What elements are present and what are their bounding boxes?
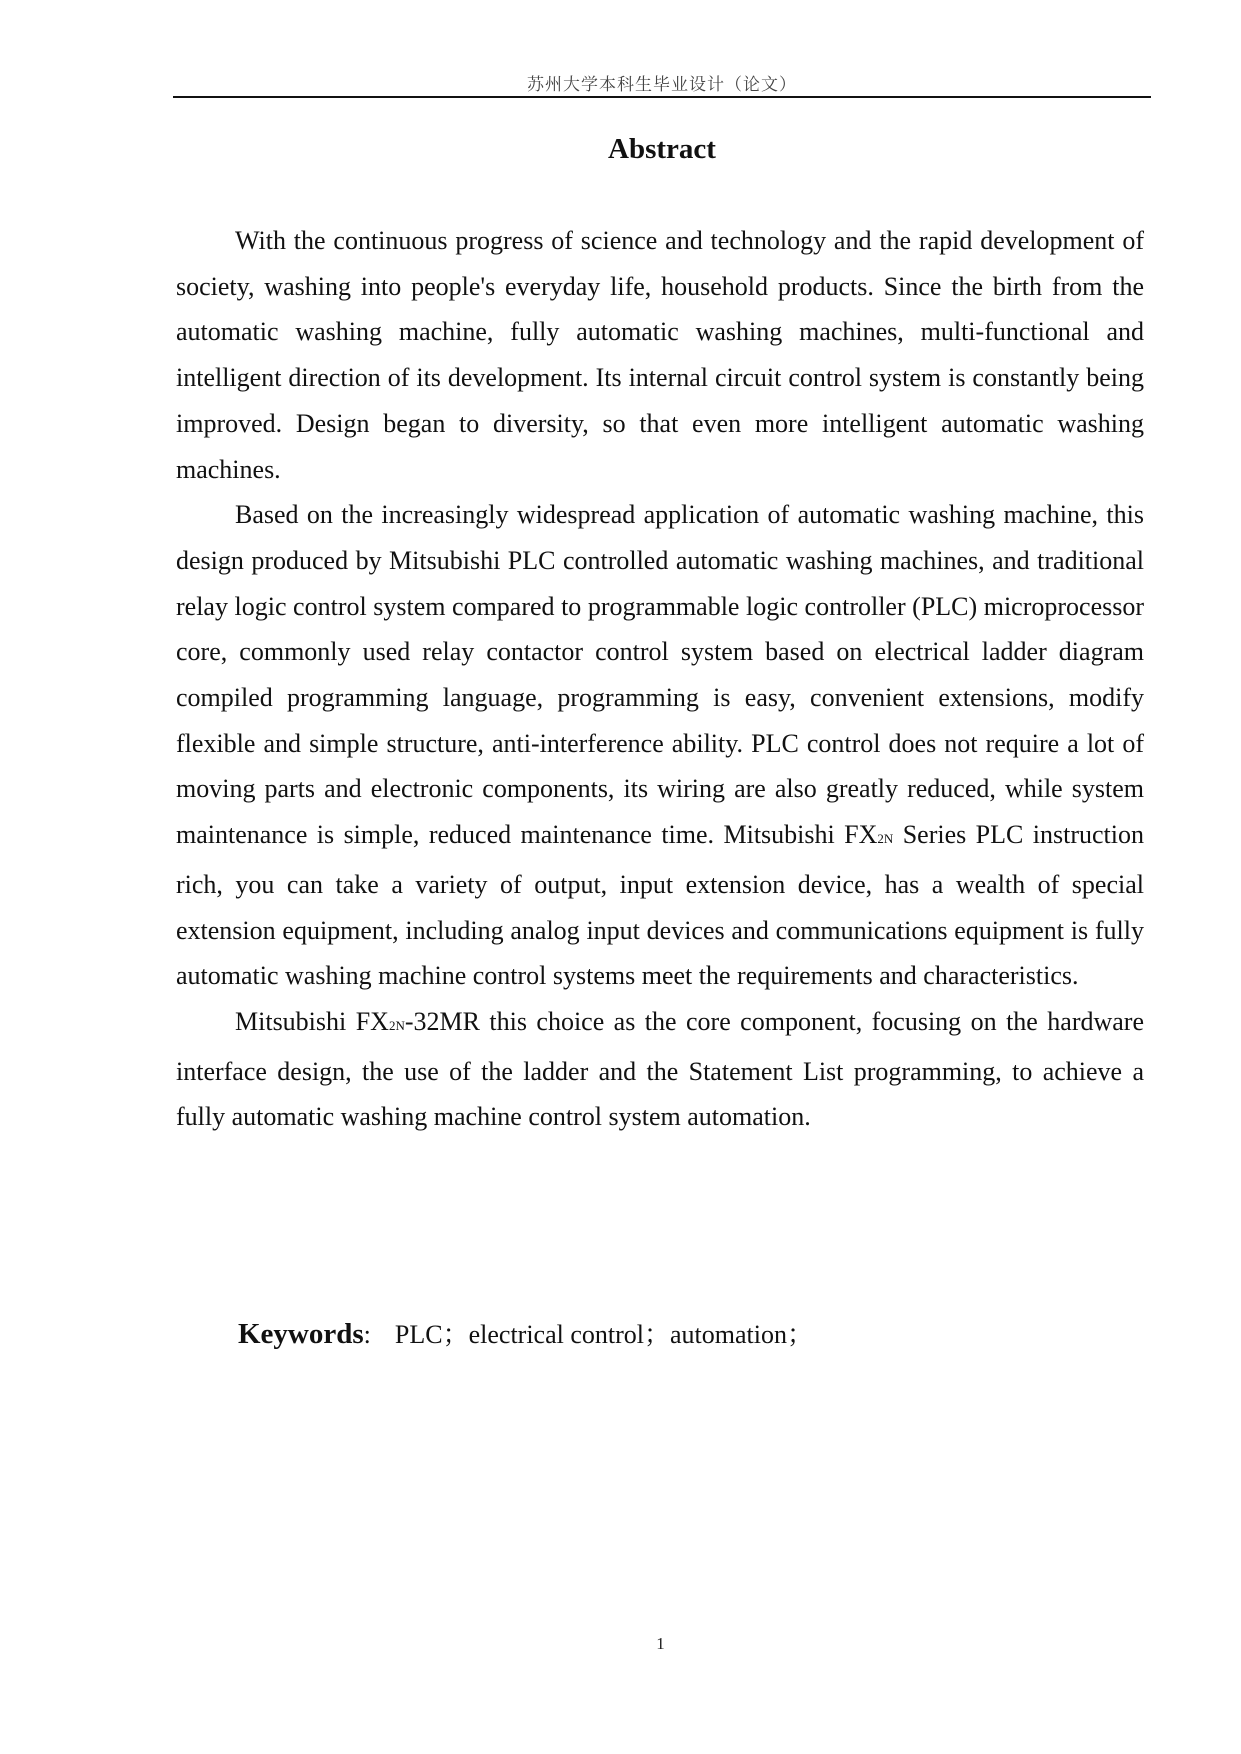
running-header: 苏州大学本科生毕业设计（论文）: [527, 75, 797, 94]
keywords-colon: :: [363, 1320, 371, 1349]
abstract-paragraph-2: [176, 492, 1144, 999]
paragraph-2-text-b: Series PLC instruction rich, you can take a variety of output, input extension device, has a wealth of special extension equipment, including analog input devices and communications equipment is fully automatic washing machine control systems meet the requirements and characteristics.: [176, 820, 1145, 991]
abstract-paragraph-1: With the continuous progress of science and technology and the rapid development of society, washing into people's everyday life, household products. Since the birth from the automatic washing machine, fully automatic washing machines, multi-functional and intelligent direction of its development. Its internal circuit control system is constantly being improved. Design began to diversity, so that even more intelligent automatic washing machines.: [176, 226, 1144, 484]
page-number: 1: [656, 1634, 665, 1653]
paragraph-2-text-a: Based on the increasingly widespread application of automatic washing machine, this design produced by Mitsubishi PLC controlled automatic washing machines, and traditional relay logic control system compared to programmable logic controller (PLC) microprocessor core, commonly used relay contactor control system based on electrical ladder diagram compiled programming language, programming is easy, convenient extensions, modify flexible and simple structure, anti-interference ability. PLC control does not require a lot of moving parts and electronic components, its wiring are also greatly reduced, while system maintenance is simple, reduced maintenance time. Mitsubishi FX: [176, 500, 1144, 850]
subscript-2n: 2N: [877, 831, 894, 847]
subscript-2n: 2N: [388, 1017, 405, 1033]
abstract-paragraph-3: [176, 999, 1144, 1140]
keyword-item: automation；: [670, 1320, 813, 1349]
keyword-item: PLC；: [394, 1320, 469, 1349]
paragraph-3-text-b: -32MR this choice as the core component, focusing on the hardware interface design, the use of the ladder and the Statement List programming, to achieve a fully automatic washing machine control system automation.: [176, 1006, 1144, 1132]
keywords-line: [238, 1314, 813, 1351]
abstract-body: [176, 218, 1144, 1140]
keyword-item: electrical control；: [468, 1320, 670, 1349]
paragraph-3-text-a: Mitsubishi FX: [235, 1006, 389, 1036]
keywords-label: Keywords: [238, 1318, 364, 1350]
header-rule: [173, 96, 1151, 98]
abstract-title: Abstract: [608, 133, 716, 165]
